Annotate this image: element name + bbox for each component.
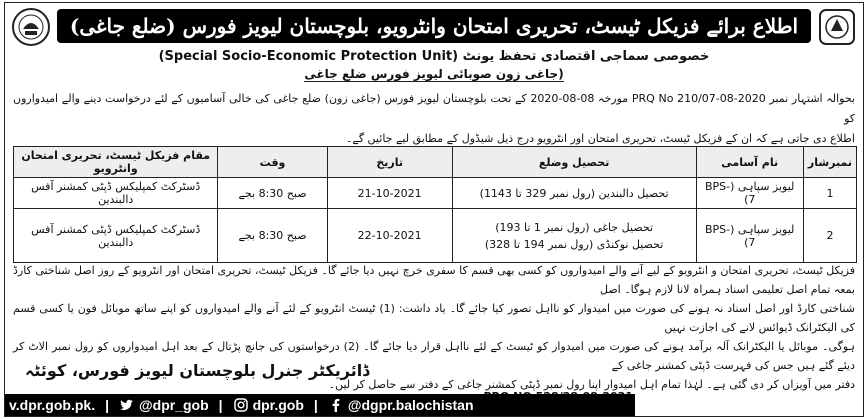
unit-subtitle-english: (Special Socio-Economic Protection Unit) — [158, 49, 459, 64]
schedule-table — [13, 146, 857, 263]
cell-time: صبح 8:30 بجے — [218, 178, 327, 209]
website-text: v.dpr.gob.pk. — [9, 397, 96, 413]
header-num: نمبرشار — [803, 147, 856, 178]
cell-time: صبح 8:30 بجے — [218, 209, 327, 263]
instagram-handle: dpr.gob — [252, 397, 304, 413]
footer-facebook[interactable] — [328, 397, 474, 413]
zone-subtitle — [5, 67, 863, 81]
header-tehsil: تحصیل وضلع — [452, 147, 696, 178]
footer-twitter[interactable] — [119, 397, 209, 413]
balochistan-emblem-icon — [11, 7, 51, 47]
advertisement-page — [4, 2, 864, 417]
notes-line: دفتر میں آویزاں کر دی گئی ہے۔ لہٰذا تمام اہل امیدوار اپنا رول نمبر ڈپٹی کمشنر جاغی کے دفتر سے حاصل کر لیں۔ — [328, 378, 855, 391]
cell-date: 22-10-2021 — [327, 209, 452, 263]
facebook-handle: @dgpr.balochistan — [347, 397, 474, 413]
twitter-icon — [119, 397, 135, 413]
table-row — [14, 178, 857, 209]
footer-separator: | — [105, 397, 109, 413]
cell-num: 2 — [803, 209, 856, 263]
zone-subtitle-text: (جاغی زون صوبائی لیویز فورس ضلع جاغی — [304, 67, 564, 81]
levies-emblem-icon — [817, 7, 857, 47]
director-signature: ڈائریکٹر جنرل بلوچستان لیویز فورس، کوئٹہ — [25, 361, 370, 380]
notes-line: ہوگی۔ موبائل یا الیکٹرانک آلہ برآمد ہونے کی صورت میں امیدوار کو ٹیسٹ کے لئے نااہل قرار دیا جائے گا۔ (2) درخواستوں کی جانچ پڑتال کے بعد اہل امیدواروں کو رول نمبر الاٹ کر دیئے گئے ہیں جس کی فہرست ڈپٹی کمشنر جاغی کے — [13, 340, 855, 372]
footer-separator: | — [218, 397, 223, 413]
intro-line: اطلاع دی جاتی ہے کہ ان کے فزیکل ٹیسٹ، تحریری امتحان اور انٹرویو درج ذیل شیڈول کے مطابق لیے جائیں گے۔ — [345, 132, 855, 145]
cell-venue: ڈسٹرکٹ کمپلیکس ڈپٹی کمشنر آفس دالبندین — [14, 209, 218, 263]
intro-paragraph — [13, 89, 855, 149]
instagram-icon — [233, 397, 249, 413]
header-time: وقت — [218, 147, 327, 178]
notes-line: شناختی کارڈ اور اصل اسناد نہ ہونے کی صورت میں امیدوار کو نااہل تصور کیا جائے گا۔ یاد داشت: (1) ٹیسٹ انٹرویو کے لئے آنے والے امیدواروں کو اپنے ساتھ موبائل فون یا کسی قسم کی الیکٹرانک ڈیوائس لانے کی اجازت نہیں — [13, 302, 855, 334]
unit-subtitle — [5, 49, 863, 64]
cell-post: لیویز سپاہی (BPS-7) — [696, 209, 803, 263]
notice-banner-title: اطلاع برائے فزیکل ٹیسٹ، تحریری امتحان وانٹرویو، بلوچستان لیویز فورس (ضلع جاغی) — [57, 9, 811, 43]
cell-tehsil — [452, 178, 696, 209]
cell-post: لیویز سپاہی (BPS-7) — [696, 178, 803, 209]
footer-website[interactable] — [9, 397, 95, 413]
twitter-handle: @dpr_gob — [139, 397, 209, 413]
footer-bar — [5, 394, 635, 416]
schedule-header-row — [14, 147, 857, 178]
tehsil-line: تحصیل دالبندین (رول نمبر 329 تا 1143) — [479, 186, 669, 200]
footer-separator: | — [313, 397, 318, 413]
table-row — [14, 209, 857, 263]
cell-tehsil — [452, 209, 696, 263]
intro-line: بحوالہ اشتہار نمبر PRQ No 210/07-08-2020 مورخہ 08-08-2020 کے تحت بلوچستان لیویز فورس (جاغی زون) ضلع جاغی کی خالی آسامیوں کے لئے درخواست دینے والے امیدواروں کو — [13, 92, 855, 125]
footer-instagram[interactable] — [233, 397, 304, 413]
tehsil-line: تحصیل جاغی (رول نمبر 1 تا 193) — [495, 220, 654, 234]
header-date: تاریخ — [327, 147, 452, 178]
cell-date: 21-10-2021 — [327, 178, 452, 209]
unit-subtitle-urdu: خصوصی سماجی اقتصادی تحفظ یونٹ — [462, 49, 710, 64]
facebook-icon — [328, 397, 344, 413]
tehsil-line: تحصیل نوکنڈی (رول نمبر 194 تا 328) — [484, 237, 664, 251]
cell-num: 1 — [803, 178, 856, 209]
notes-line: فزیکل ٹیسٹ، تحریری امتحان و انٹرویو کے لیے آنے والے امیدواروں کو کسی بھی قسم کا سفری خرچ نہیں دیا جائے گا۔ فزیکل ٹیسٹ، تحریری امتحان اور انٹرویو کے روز اصل شناختی کارڈ بمعہ تمام اصل تعلیمی اسناد ہمراہ لانا لازم ہوگا۔ اصل — [13, 264, 855, 296]
header-venue: مقام فزیکل ٹیسٹ، تحریری امتحان وانٹرویو — [14, 147, 218, 178]
header-post: نام آسامی — [696, 147, 803, 178]
cell-venue: ڈسٹرکٹ کمپلیکس ڈپٹی کمشنر آفس دالبندین — [14, 178, 218, 209]
